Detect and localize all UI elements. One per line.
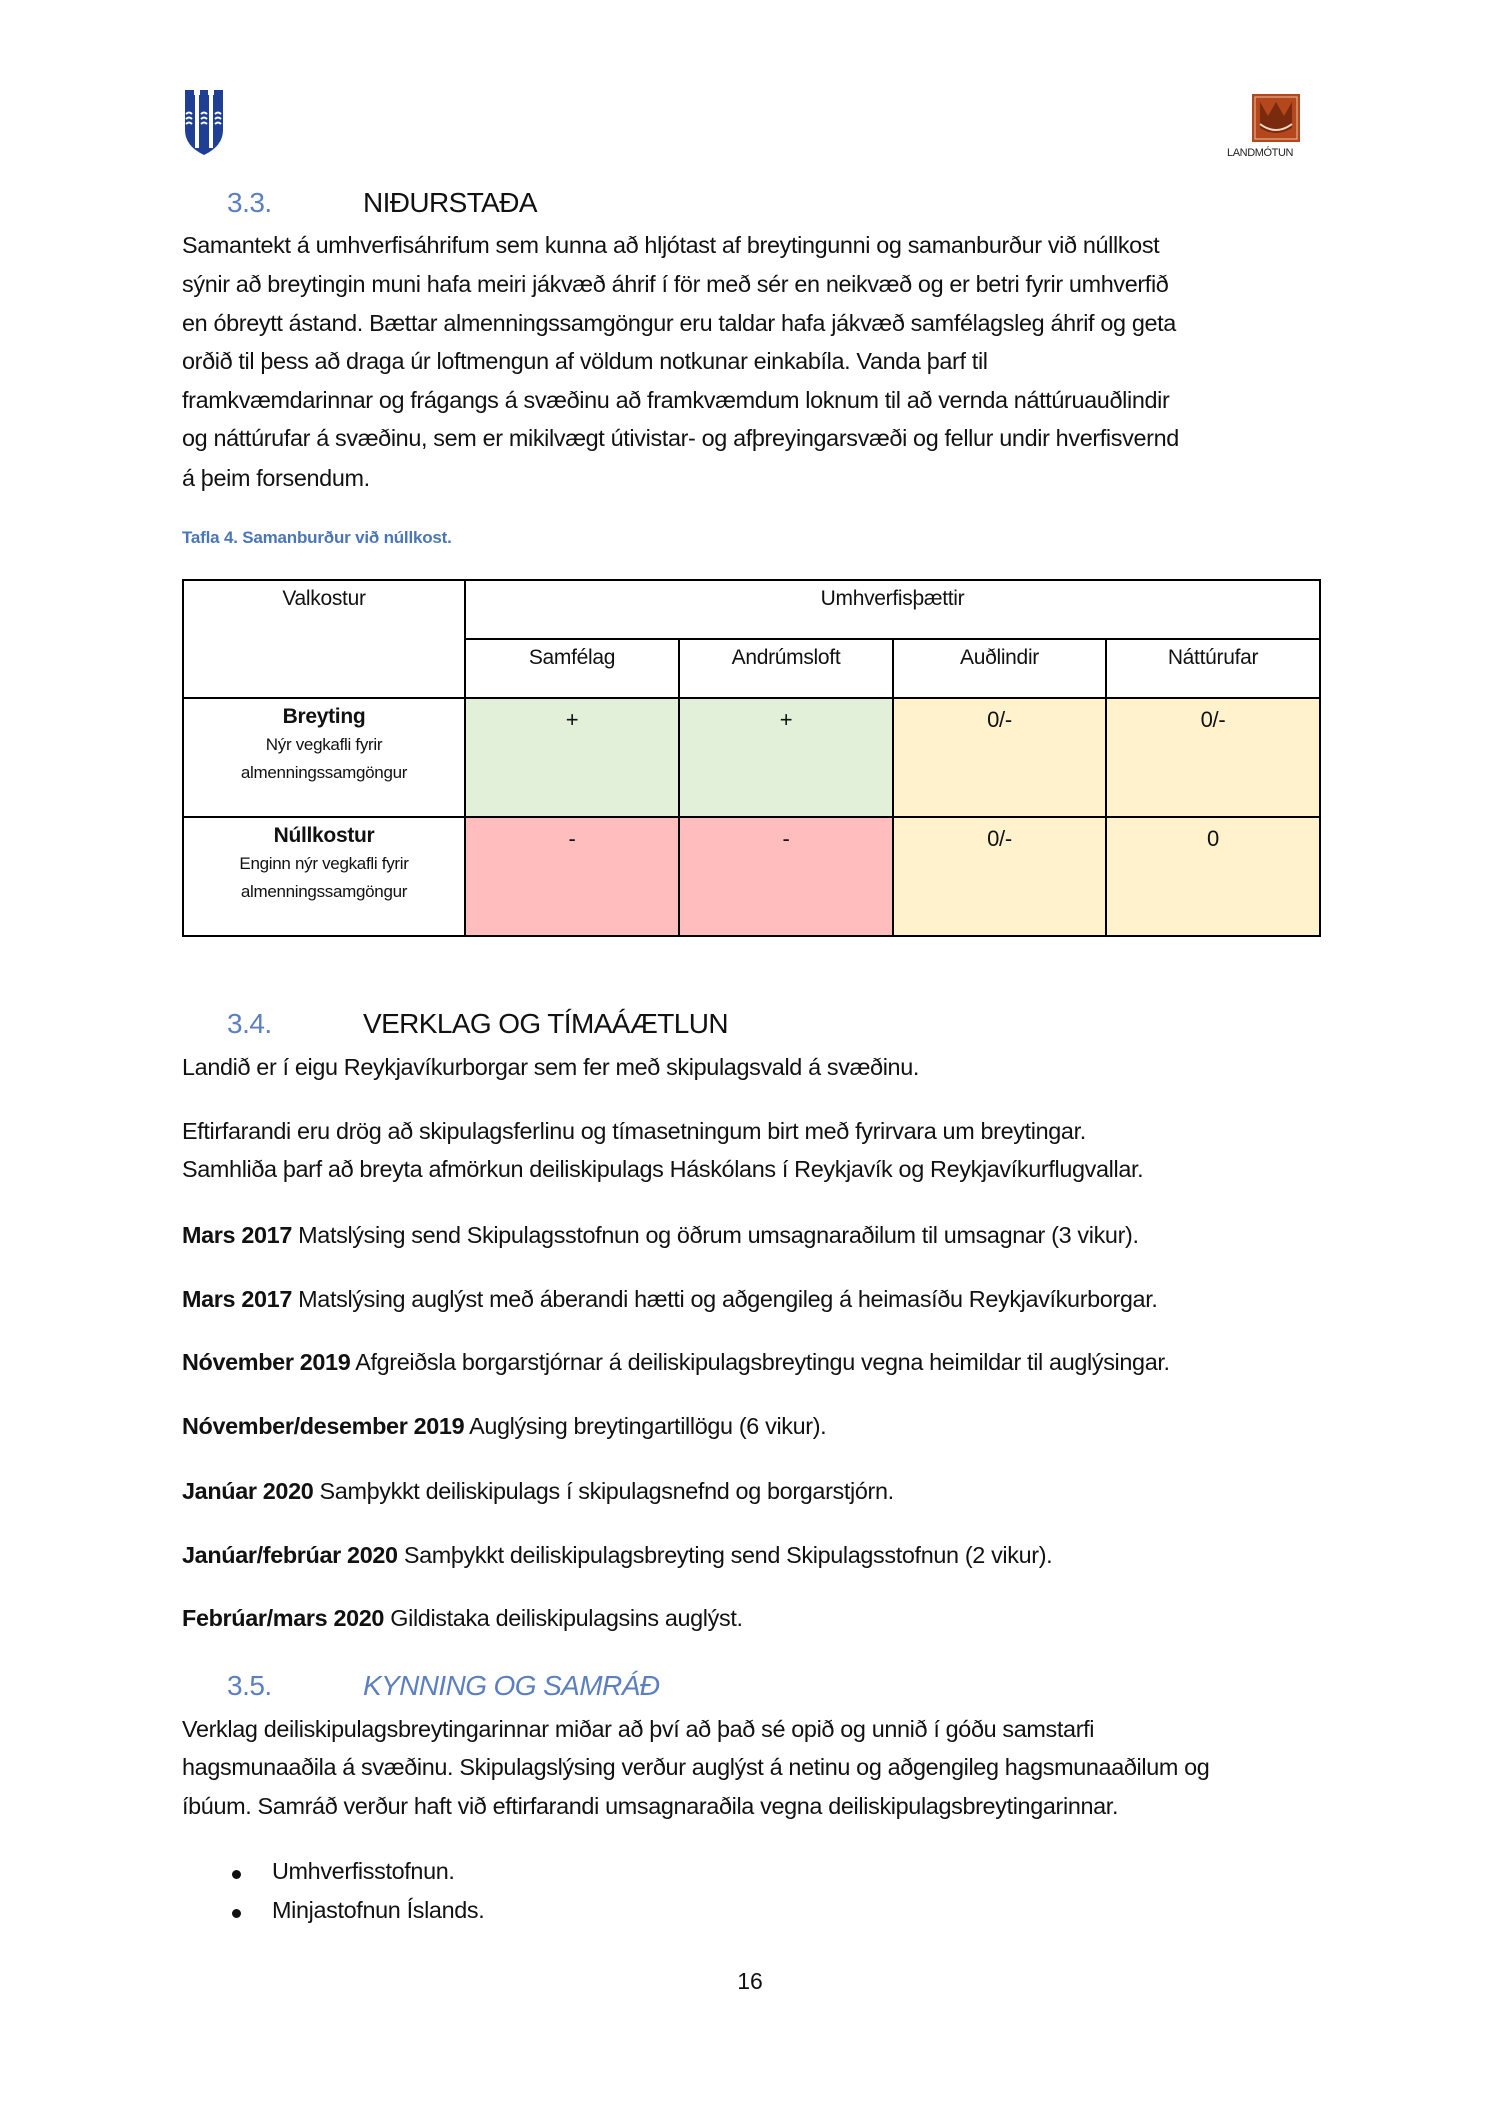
timeline-entry <box>182 1603 743 1633</box>
timeline-text: Auglýsing breytingartillögu (6 vikur). <box>469 1413 827 1439</box>
note-line: Samhliða þarf að breyta afmörkun deiliskipulags Háskólans í Reykjavík og Reykjavíkurflugvallar. <box>182 1156 1144 1182</box>
header-cell-factor: Auðlindir <box>893 639 1106 698</box>
timeline-date: Nóvember 2019 <box>182 1349 351 1375</box>
rating-cell: - <box>679 817 893 936</box>
timeline-text: Matslýsing auglýst með áberandi hætti og aðgengileg á heimasíðu Reykjavíkurborgar. <box>298 1286 1158 1312</box>
timeline-date: Mars 2017 <box>182 1222 292 1248</box>
landmotun-logo <box>1252 94 1300 142</box>
landmotun-logo-text: LANDMÓTUN <box>1227 147 1294 159</box>
table-caption: Tafla 4. Samanburður við núllkost. <box>182 528 452 547</box>
timeline-date: Febrúar/mars 2020 <box>182 1605 385 1631</box>
header-cell-factor: Náttúrufar <box>1106 639 1320 698</box>
alternative-cell <box>183 817 465 936</box>
timeline-date: Nóvember/desember 2019 <box>182 1413 465 1439</box>
table-row <box>183 817 1320 936</box>
paragraph-line: orðið til þess að draga úr loftmengun af völdum notkunar einkabíla. Vanda þarf til <box>182 348 988 374</box>
timeline-text: Samþykkt deiliskipulags í skipulagsnefnd og borgarstjórn. <box>319 1478 894 1504</box>
alternative-description: Nýr vegkafli fyrir <box>265 735 383 754</box>
paragraph-line: hagsmunaaðila á svæðinu. Skipulagslýsing verður auglýst á netinu og aðgengileg hagsmunaaðilum og <box>182 1754 1210 1780</box>
paragraph-line: sýnir að breytingin muni hafa meiri jákvæð áhrif í för með sér en neikvæð og er betri fyrir umhverfið <box>182 271 1169 297</box>
alternative-name: Núllkostur <box>273 824 375 847</box>
timeline-entry <box>182 1540 1052 1570</box>
paragraph-line: framkvæmdarinnar og frágangs á svæðinu að framkvæmdum loknum til að vernda náttúruauðlindir <box>182 387 1170 413</box>
section-number: 3.3. <box>227 187 272 218</box>
timeline-text: Samþykkt deiliskipulagsbreyting send Skipulagsstofnun (2 vikur). <box>403 1542 1053 1568</box>
reykjavik-coat-of-arms-logo <box>183 88 225 156</box>
paragraph-line: og náttúrufar á svæðinu, sem er mikilvægt útivistar- og afþreyingarsvæði og fellur undir hverfisvernd <box>182 425 1179 451</box>
rating-cell: 0/- <box>893 698 1106 817</box>
rating-cell: + <box>465 698 679 817</box>
timeline-entry <box>182 1220 1139 1250</box>
list-item-text: Umhverfisstofnun. <box>272 1858 455 1884</box>
comparison-table <box>182 579 1321 937</box>
note-line: Eftirfarandi eru drög að skipulagsferlinu og tímasetningum birt með fyrirvara um breytingar. <box>182 1118 1086 1144</box>
timeline-text: Afgreiðsla borgarstjórnar á deiliskipulagsbreytingu vegna heimildar til auglýsingar. <box>355 1349 1170 1375</box>
section-title: KYNNING OG SAMRÁÐ <box>363 1670 660 1701</box>
timeline-date: Janúar/febrúar 2020 <box>182 1542 398 1568</box>
section-title: NIÐURSTAÐA <box>363 187 537 218</box>
bullet-icon <box>232 1909 241 1918</box>
timeline-entry <box>182 1411 826 1441</box>
header-cell-alternative: Valkostur <box>183 580 465 698</box>
rating-cell: 0/- <box>1106 698 1320 817</box>
intro-text: Landið er í eigu Reykjavíkurborgar sem fer með skipulagsvald á svæðinu. <box>182 1054 920 1080</box>
timeline-text: Gildistaka deiliskipulagsins auglýst. <box>390 1605 743 1631</box>
rating-cell: 0 <box>1106 817 1320 936</box>
timeline-entry <box>182 1476 894 1506</box>
rating-cell: 0/- <box>893 817 1106 936</box>
timeline-date: Janúar 2020 <box>182 1478 314 1504</box>
alternative-description: Enginn nýr vegkafli fyrir <box>239 854 409 873</box>
alternative-description: almenningssamgöngur <box>240 763 408 782</box>
timeline-entry <box>182 1284 1158 1314</box>
header-cell-factor: Samfélag <box>465 639 679 698</box>
paragraph-line: en óbreytt ástand. Bættar almenningssamgöngur eru taldar hafa jákvæð samfélagsleg áhrif og geta <box>182 310 1176 336</box>
rating-cell: + <box>679 698 893 817</box>
bullet-icon <box>232 1870 241 1879</box>
paragraph-line: íbúum. Samráð verður haft við eftirfarandi umsagnaraðila vegna deiliskipulagsbreytingarinnar. <box>182 1793 1119 1819</box>
alternative-name: Breyting <box>282 705 366 728</box>
rating-cell: - <box>465 817 679 936</box>
paragraph-line: á þeim forsendum. <box>182 465 370 491</box>
timeline-text: Matslýsing send Skipulagsstofnun og öðrum umsagnaraðilum til umsagnar (3 vikur). <box>298 1222 1139 1248</box>
alternative-cell <box>183 698 465 817</box>
paragraph-line: Verklag deiliskipulagsbreytingarinnar miðar að því að það sé opið og unnið í góðu samstarfi <box>182 1716 1095 1742</box>
timeline-date: Mars 2017 <box>182 1286 292 1312</box>
page-number: 16 <box>737 1968 763 1994</box>
alternative-description: almenningssamgöngur <box>240 882 408 901</box>
timeline-entry <box>182 1347 1170 1377</box>
section-title: VERKLAG OG TÍMAÁÆTLUN <box>363 1008 728 1039</box>
paragraph-line: Samantekt á umhverfisáhrifum sem kunna að hljótast af breytingunni og samanburður við núllkost <box>182 232 1160 258</box>
section-number: 3.5. <box>227 1670 272 1701</box>
section-number: 3.4. <box>227 1008 272 1039</box>
list-item-text: Minjastofnun Íslands. <box>272 1897 485 1923</box>
header-cell-factor: Andrúmsloft <box>679 639 893 698</box>
table-row <box>183 698 1320 817</box>
header-cell-environmental-factors: Umhverfisþættir <box>465 580 1320 639</box>
